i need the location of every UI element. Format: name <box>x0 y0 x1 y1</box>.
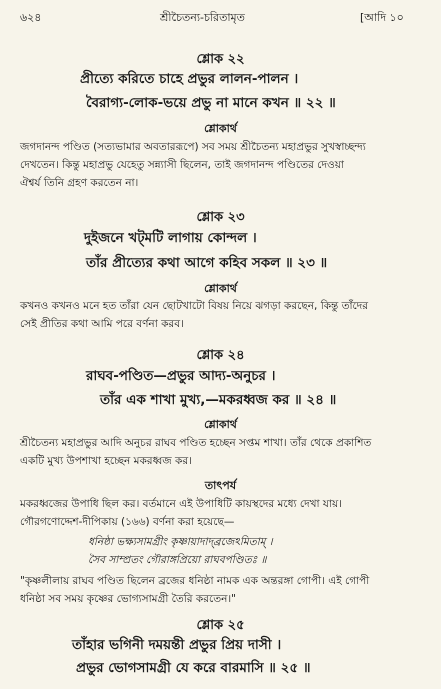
translation-line: ঐশ্বর্য তিনি গ্রহণ করতেন না। <box>20 177 139 189</box>
verse-line: দুইজনে খট্‌মটি লাগায় কোন্দল । <box>84 230 257 246</box>
shloka-heading: শ্লোক ২৫ <box>196 618 245 633</box>
purport-label: তাৎপর্য <box>204 479 237 492</box>
verse-line: তাঁর প্রীত্যের কথা আগে কহিব সকল ॥ ২৩ ॥ <box>86 255 328 271</box>
translation-line: সেই প্রীতির কথা আমি পরে বর্ণনা করব। <box>20 318 184 330</box>
running-title: শ্রীচৈতন্য-চরিতামৃত <box>160 11 245 24</box>
translation-label: শ্লোকার্থ <box>204 418 237 431</box>
verse-line: প্রভুর ভোগসামগ্রী যে করে বারমাসি ॥ ২৫ ॥ <box>76 660 311 676</box>
sanskrit-quote-line: ধনিষ্ঠা ভক্ষ্যসামগ্রীং কৃষ্ণায়াদাদ্‌ব্রজেঽমিতাম্ । <box>88 536 273 548</box>
purport-line: গৌরগণোদ্দেশ-দীপিকায় (১৬৬) বর্ণনা করা হয়েছে— <box>20 516 235 528</box>
translation-line: শ্রীচৈতন্য মহাপ্রভুর আদি অনুচর রাঘব পণ্ডিত হচ্ছেন সপ্তম শাখা। তাঁর থেকে প্রকাশিত <box>20 437 372 449</box>
verse-line: তাঁহার ভগিনী দময়ন্তী প্রভুর প্রিয় দাসী । <box>72 637 282 653</box>
translation-line: দেখতেন। কিন্তু মহাপ্রভু যেহেতু সন্ন্যাসী ছিলেন, তাই জগদানন্দ পণ্ডিতের দেওয়া <box>20 159 344 171</box>
shloka-heading: শ্লোক ২২ <box>196 52 245 67</box>
sanskrit-quote-line: সৈব সাম্প্রতং গৌরাঙ্গপ্রিয়ো রাঘবপণ্ডিতঃ ॥ <box>88 554 267 566</box>
translation-line: জগদানন্দ পণ্ডিত (সত্যভামার অবতাররূপে) সব সময় শ্রীচৈতন্য মহাপ্রভুর সুখস্বাচ্ছন্দ্য <box>20 141 366 153</box>
chapter-marker: [আদি ১০ <box>360 11 404 24</box>
translation-line: কখনও কখনও মনে হত তাঁরা যেন ছোটখাটো বিষয় নিয়ে ঝগড়া করছেন, কিন্তু তাঁদের <box>20 300 369 312</box>
purport-line: "কৃষ্ণলীলায় রাঘব পণ্ডিত ছিলেন ব্রজের ধনিষ্ঠা নামক এক অন্তরঙ্গা গোপী। এই গোপী <box>20 575 370 587</box>
shloka-heading: শ্লোক ২৪ <box>196 348 245 363</box>
translation-label: শ্লোকার্থ <box>204 282 237 295</box>
purport-line: ধনিষ্ঠা সব সময় কৃষ্ণের ভোগ্যসামগ্রী তৈরি করতেন।" <box>20 593 236 605</box>
verse-line: রাঘব-পণ্ডিত—প্রভুর আদ্য-অনুচর । <box>86 368 276 384</box>
purport-line: মকরধ্বজের উপাধি ছিল কর। বর্তমানে এই উপাধিটি কায়স্থদের মধ্যে দেখা যায়। <box>20 498 342 510</box>
shloka-heading: শ্লোক ২৩ <box>196 210 245 225</box>
translation-line: একটি মুখ্য উপশাখা হচ্ছেন মকরধ্বজ কর। <box>20 455 192 467</box>
page-number: ৬২৪ <box>20 11 42 24</box>
verse-line: বৈরাগ্য-লোক-ভয়ে প্রভু না মানে কখন ॥ ২২ ॥ <box>86 95 336 111</box>
verse-line: প্রীত্যে করিতে চাহে প্রভুর লালন-পালন । <box>80 71 299 87</box>
translation-label: শ্লোকার্থ <box>204 122 237 135</box>
verse-line: তাঁর এক শাখা মুখ্য,—মকরধ্বজ কর ॥ ২৪ ॥ <box>100 392 337 408</box>
